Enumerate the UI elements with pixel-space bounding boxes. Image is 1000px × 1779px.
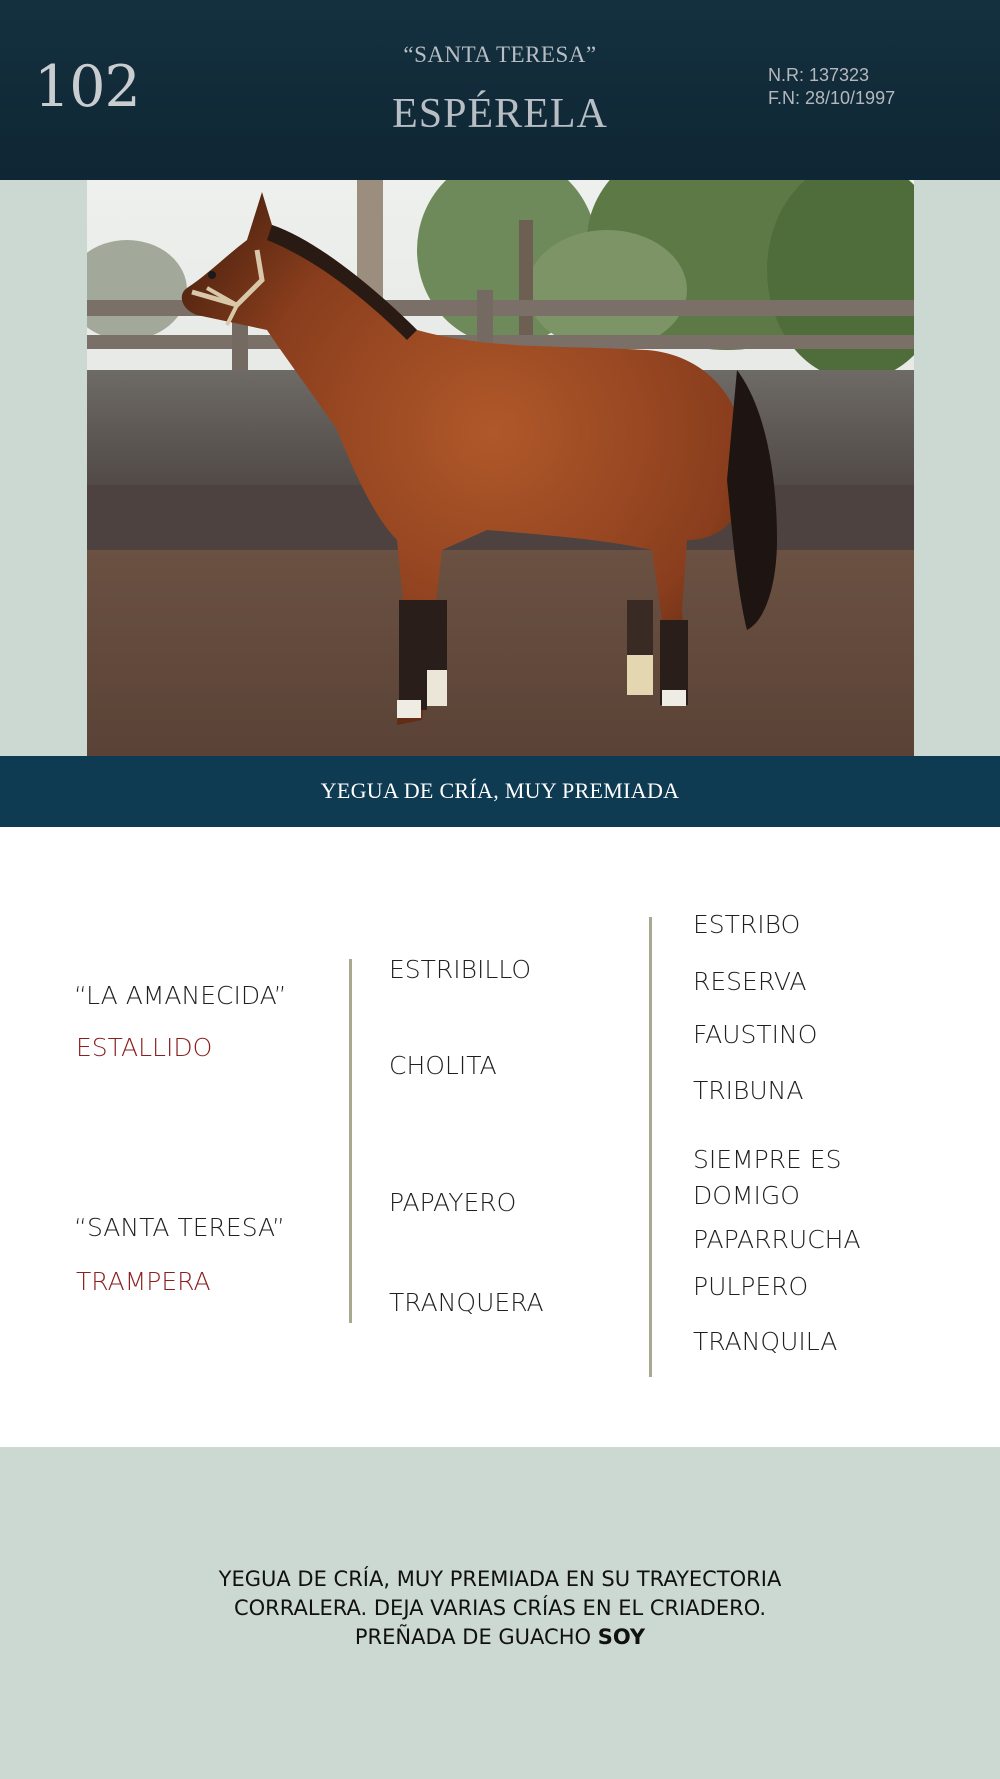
banner-text: YEGUA DE CRÍA, MUY PREMIADA <box>320 778 680 803</box>
description-prefix: PREÑADA DE GUACHO <box>354 1625 598 1649</box>
grandparent: CHOLITA <box>389 1051 497 1080</box>
grandparent: ESTRIBILLO <box>389 955 532 984</box>
dam-name: TRAMPERA <box>76 1267 211 1296</box>
description-text <box>100 1565 900 1652</box>
header <box>0 0 1000 180</box>
great-grandparent: ESTRIBO <box>693 910 801 939</box>
pedigree <box>0 827 1000 1447</box>
lot-number: 102 <box>34 54 140 120</box>
great-grandparent: RESERVA <box>693 967 807 996</box>
description-section <box>0 1447 1000 1779</box>
birth-date: F.N: 28/10/1997 <box>768 88 896 108</box>
horse-name: ESPÉRELA <box>392 91 608 137</box>
sire-name: ESTALLIDO <box>76 1033 213 1062</box>
great-grandparent: DOMIGO <box>693 1181 800 1210</box>
grandparent: TRANQUERA <box>389 1288 544 1317</box>
great-grandparent: TRANQUILA <box>693 1327 838 1356</box>
breeder-name: “SANTA TERESA” <box>403 42 597 67</box>
description-line: YEGUA DE CRÍA, MUY PREMIADA EN SU TRAYECTORIA <box>218 1567 782 1591</box>
dam-breeder: “SANTA TERESA” <box>74 1213 285 1242</box>
horse-photo <box>87 180 914 756</box>
description-line <box>100 1623 900 1652</box>
description-line: CORRALERA. DEJA VARIAS CRÍAS EN EL CRIADERO. <box>233 1596 767 1620</box>
sire-breeder: “LA AMANECIDA” <box>74 981 287 1010</box>
registration-number: N.R: 137323 <box>768 65 870 85</box>
summary-banner <box>0 756 1000 827</box>
great-grandparent: FAUSTINO <box>693 1020 818 1049</box>
sire-of-foal: SOY <box>597 1625 646 1649</box>
pedigree-divider-1 <box>349 959 352 1323</box>
pedigree-divider-2 <box>649 917 652 1377</box>
registration-info <box>768 64 895 110</box>
great-grandparent: SIEMPRE ES <box>693 1145 842 1174</box>
grandparent: PAPAYERO <box>389 1188 517 1217</box>
great-grandparent: PAPARRUCHA <box>693 1225 861 1254</box>
great-grandparent: PULPERO <box>693 1272 809 1301</box>
great-grandparent: TRIBUNA <box>693 1076 804 1105</box>
